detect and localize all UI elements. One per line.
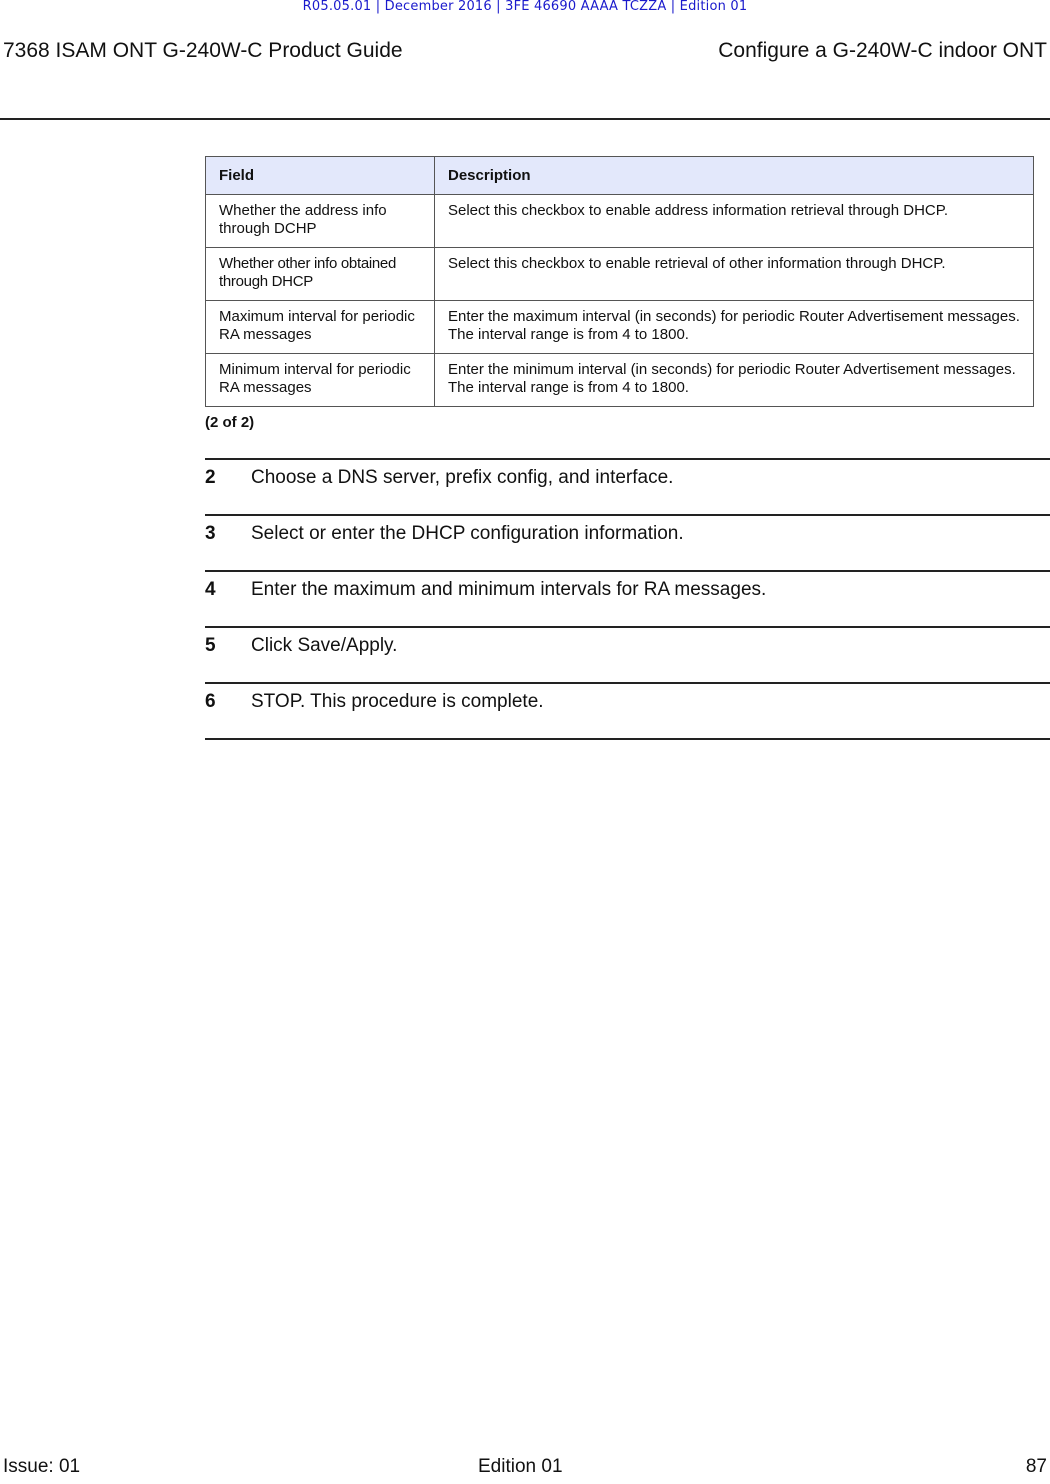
table-cell-description: Select this checkbox to enable address information retrieval through DHCP. [435,195,1034,248]
procedure-step [205,514,1050,570]
table-cell-field: Whether other info obtained through DHCP [206,248,435,301]
table-cell-description: Select this checkbox to enable retrieval of other information through DHCP. [435,248,1034,301]
step-number: 6 [205,691,216,712]
table-cell-field: Minimum interval for periodic RA messages [206,354,435,407]
procedure-step [205,458,1050,514]
table-row [206,301,1034,354]
procedure-step [205,626,1050,682]
step-text: Choose a DNS server, prefix config, and interface. [251,467,674,488]
field-description-table-container [205,156,1033,407]
column-header-description: Description [435,157,1034,195]
table-continuation-note: (2 of 2) [205,414,255,431]
step-text: Click Save/Apply. [251,635,398,656]
header-divider [0,118,1050,120]
table-cell-field: Whether the address info through DCHP [206,195,435,248]
field-description-table [205,156,1034,407]
procedure-step [205,682,1050,740]
document-banner: R05.05.01 | December 2016 | 3FE 46690 AAAA TCZZA | Edition 01 [302,0,748,14]
procedure-step [205,570,1050,626]
step-number: 3 [205,523,216,544]
footer-page-number: 87 [1025,1456,1047,1477]
table-row [206,354,1034,407]
table-cell-field: Maximum interval for periodic RA messages [206,301,435,354]
step-number: 5 [205,635,216,656]
step-number: 2 [205,467,216,488]
table-row [206,195,1034,248]
step-number: 4 [205,579,216,600]
table-cell-description: Enter the minimum interval (in seconds) for periodic Router Advertisement messages. The interval range is from 4 to 1800. [435,354,1034,407]
table-header-row [206,157,1034,195]
header-product-title: 7368 ISAM ONT G-240W-C Product Guide [3,39,403,62]
table-row [206,248,1034,301]
footer-edition: Edition 01 [478,1456,563,1477]
footer-issue: Issue: 01 [3,1456,81,1477]
step-text: Select or enter the DHCP configuration information. [251,523,684,544]
procedure-steps [205,458,1050,740]
column-header-field: Field [206,157,435,195]
step-text: Enter the maximum and minimum intervals for RA messages. [251,579,767,600]
table-cell-description: Enter the maximum interval (in seconds) for periodic Router Advertisement messages. The interval range is from 4 to 1800. [435,301,1034,354]
header-chapter-title: Configure a G-240W-C indoor ONT [718,39,1047,62]
step-text: STOP. This procedure is complete. [251,691,544,712]
